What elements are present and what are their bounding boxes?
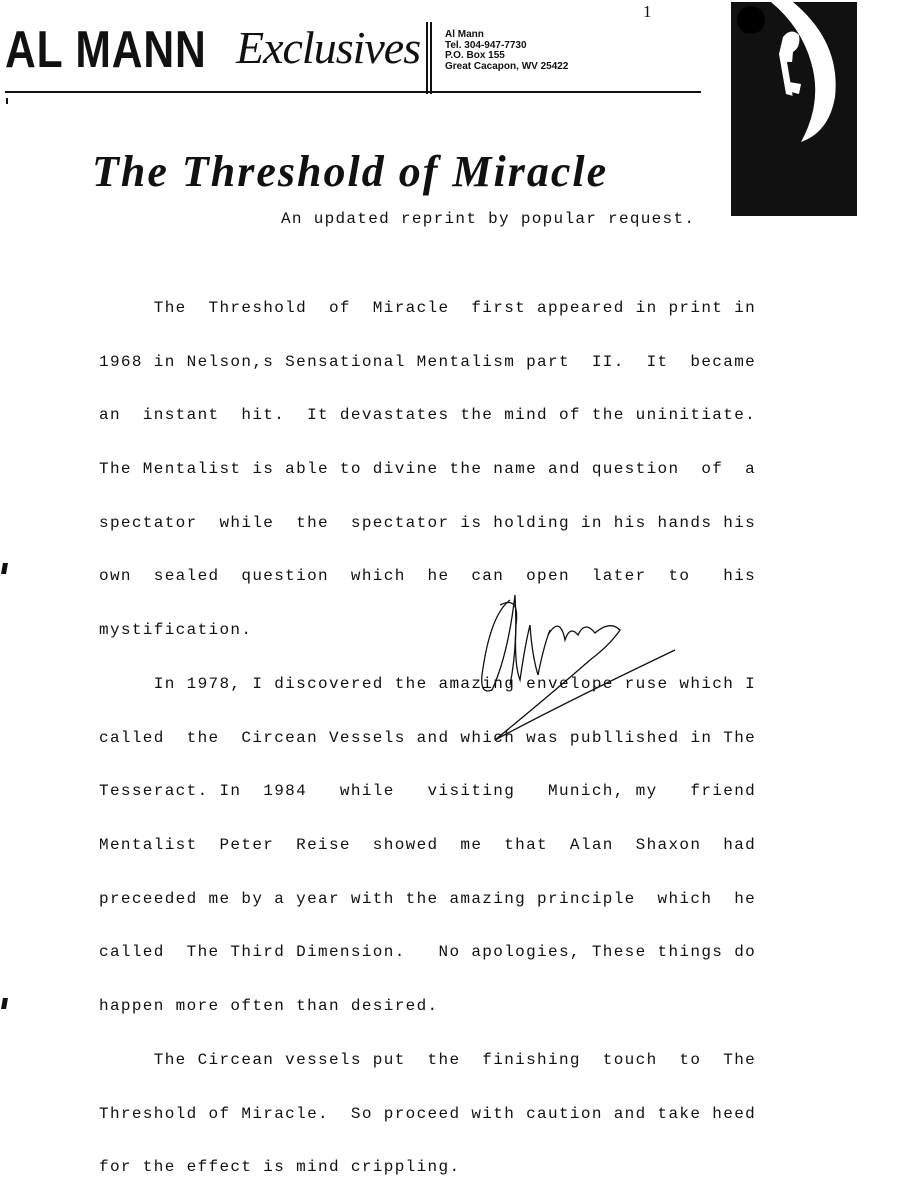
letterhead-rule [5, 91, 701, 93]
body-line: mystification. [99, 621, 253, 640]
body-line: The Circean vessels put the finishing touch to The [99, 1050, 757, 1069]
body-line: The Threshold of Miracle first appeared in print in [99, 298, 757, 317]
body-line: The Mentalist is able to divine the name and question of a [99, 459, 757, 478]
signature [470, 585, 685, 745]
body-line: called the Circean Vessels and which was publlished in The [99, 728, 757, 747]
body-line: 1968 in Nelson,s Sensational Mentalism part II. It became [99, 352, 757, 371]
contact-city: Great Cacapon, WV 25422 [445, 60, 569, 72]
scan-mark [6, 98, 8, 104]
letterhead-contact [445, 30, 568, 72]
body-line: In 1978, I discovered the amazing envelope ruse which I [99, 674, 757, 693]
scan-mark [1, 563, 8, 574]
letterhead-logo-bold: AL MANN [5, 21, 207, 79]
body-line: called The Third Dimension. No apologies, These things do [99, 943, 757, 962]
body-line: spectator while the spectator is holding in his hands his [99, 513, 757, 532]
body-line: Threshold of Miracle. So proceed with caution and take heed [99, 1104, 757, 1123]
scan-mark [1, 998, 8, 1009]
letterhead-logo-script: Exclusives [236, 22, 421, 73]
body-line: Tesseract. In 1984 while visiting Munich, my friend [99, 782, 757, 801]
magician-illustration [731, 2, 857, 216]
body-line: preceeded me by a year with the amazing principle which he [99, 889, 757, 908]
body-line: own sealed question which he can open later to his [99, 567, 757, 586]
body-line: an instant hit. It devastates the mind of the uninitiate. [99, 406, 757, 425]
letterhead-divider [426, 22, 432, 94]
contact-phone: Tel. 304-947-7730 [445, 39, 527, 51]
contact-pobox: P.O. Box 155 [445, 50, 505, 61]
document-title: The Threshold of Miracle [92, 147, 609, 196]
contact-name: Al Mann [445, 29, 484, 40]
page-number: 1 [643, 2, 652, 21]
body-line: for the effect is mind crippling. [99, 1158, 461, 1177]
document-subtitle: An updated reprint by popular request. [281, 210, 696, 228]
body-line: happen more often than desired. [99, 997, 439, 1016]
body-line: Mentalist Peter Reise showed me that Alan Shaxon had [99, 836, 757, 854]
